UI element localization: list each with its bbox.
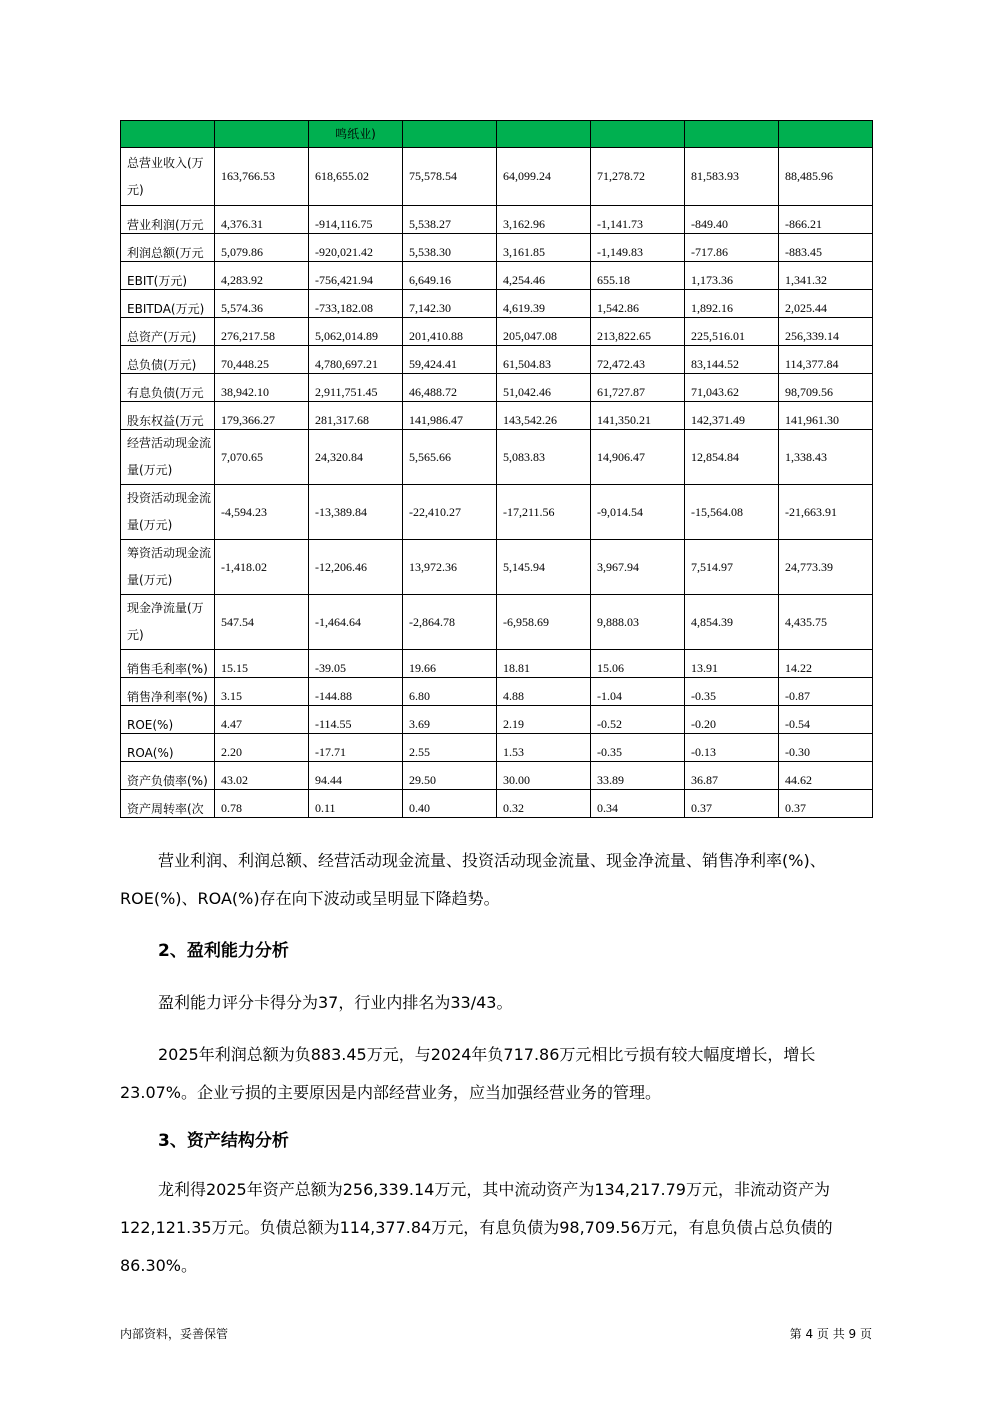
table-cell: -0.35 <box>591 734 685 762</box>
row-label: 资产负债率(%) <box>121 762 215 790</box>
header-cell <box>121 121 215 148</box>
footer-page-number: 第 4 页 共 9 页 <box>789 1327 872 1341</box>
table-cell: 0.37 <box>685 790 779 818</box>
table-cell: 13,972.36 <box>403 540 497 595</box>
table-cell: 51,042.46 <box>497 374 591 402</box>
summary-text: 营业利润、利润总额、经营活动现金流量、投资活动现金流量、现金净流量、销售净利率(%)、ROE(%)、ROA(%)存在向下波动或呈明显下降趋势。 <box>120 851 826 908</box>
summary-paragraph <box>120 842 874 918</box>
table-row <box>121 290 873 318</box>
footer-confidential-note: 内部资料，妥善保管 <box>120 1327 229 1341</box>
table-cell: -2,864.78 <box>403 595 497 650</box>
table-cell: 3.15 <box>215 678 309 706</box>
table-cell: 98,709.56 <box>779 374 873 402</box>
table-cell: 71,278.72 <box>591 148 685 206</box>
table-cell: 5,079.86 <box>215 234 309 262</box>
asset-detail-paragraph <box>120 1171 874 1285</box>
table-row <box>121 706 873 734</box>
table-cell: 2.20 <box>215 734 309 762</box>
table-cell: 141,986.47 <box>403 402 497 430</box>
profit-score-paragraph <box>120 984 874 1022</box>
table-cell: -6,958.69 <box>497 595 591 650</box>
table-cell: 0.34 <box>591 790 685 818</box>
table-cell: 4,376.31 <box>215 206 309 234</box>
row-label: 筹资活动现金流量(万元) <box>121 540 215 595</box>
table-cell: 5,538.27 <box>403 206 497 234</box>
profit-detail-text: 2025年利润总额为负883.45万元，与2024年负717.86万元相比亏损有较大幅度增长，增长23.07%。企业亏损的主要原因是内部经营业务，应当加强经营业务的管理。 <box>120 1045 816 1102</box>
table-cell: -114.55 <box>309 706 403 734</box>
table-row <box>121 262 873 290</box>
table-row <box>121 346 873 374</box>
table-cell: -4,594.23 <box>215 485 309 540</box>
table-cell: 44.62 <box>779 762 873 790</box>
table-cell: 7,142.30 <box>403 290 497 318</box>
table-cell: 143,542.26 <box>497 402 591 430</box>
asset-detail-text: 龙利得2025年资产总额为256,339.14万元，其中流动资产为134,217.79万元，非流动资产为122,121.35万元。负债总额为114,377.84万元，有息负债为98,709.56万元，有息负债占总负债的86.30%。 <box>120 1180 833 1275</box>
table-cell: 0.40 <box>403 790 497 818</box>
table-cell: 4,619.39 <box>497 290 591 318</box>
row-label: 有息负债(万元 <box>121 374 215 402</box>
table-cell: -0.54 <box>779 706 873 734</box>
table-cell: -0.87 <box>779 678 873 706</box>
row-label: 销售净利率(%) <box>121 678 215 706</box>
table-cell: 81,583.93 <box>685 148 779 206</box>
table-cell: 213,822.65 <box>591 318 685 346</box>
table-cell: 0.11 <box>309 790 403 818</box>
table-cell: -0.52 <box>591 706 685 734</box>
table-row <box>121 734 873 762</box>
table-cell: 163,766.53 <box>215 148 309 206</box>
header-cell <box>215 121 309 148</box>
table-cell: 6,649.16 <box>403 262 497 290</box>
table-row <box>121 148 873 206</box>
table-cell: 5,083.83 <box>497 430 591 485</box>
table-cell: 5,574.36 <box>215 290 309 318</box>
table-cell: 75,578.54 <box>403 148 497 206</box>
table-cell: 15.15 <box>215 650 309 678</box>
table-cell: 3,967.94 <box>591 540 685 595</box>
table-row <box>121 540 873 595</box>
table-cell: 1,892.16 <box>685 290 779 318</box>
table-cell: 9,888.03 <box>591 595 685 650</box>
table-cell: -866.21 <box>779 206 873 234</box>
table-cell: -0.35 <box>685 678 779 706</box>
table-cell: 1,341.32 <box>779 262 873 290</box>
table-cell: -13,389.84 <box>309 485 403 540</box>
table-cell: -21,663.91 <box>779 485 873 540</box>
table-cell: 38,942.10 <box>215 374 309 402</box>
table-cell: -914,116.75 <box>309 206 403 234</box>
table-cell: 33.89 <box>591 762 685 790</box>
table-cell: 4,435.75 <box>779 595 873 650</box>
header-cell <box>403 121 497 148</box>
table-cell: 201,410.88 <box>403 318 497 346</box>
table-cell: 19.66 <box>403 650 497 678</box>
table-cell: -849.40 <box>685 206 779 234</box>
table-cell: 4,254.46 <box>497 262 591 290</box>
table-cell: -0.13 <box>685 734 779 762</box>
table-cell: 1,338.43 <box>779 430 873 485</box>
table-cell: -920,021.42 <box>309 234 403 262</box>
table-cell: -1,418.02 <box>215 540 309 595</box>
table-cell: 18.81 <box>497 650 591 678</box>
table-cell: -1.04 <box>591 678 685 706</box>
table-cell: -733,182.08 <box>309 290 403 318</box>
row-label: 投资活动现金流量(万元) <box>121 485 215 540</box>
table-cell: -1,464.64 <box>309 595 403 650</box>
row-label: EBIT(万元) <box>121 262 215 290</box>
table-cell: 179,366.27 <box>215 402 309 430</box>
table-cell: 618,655.02 <box>309 148 403 206</box>
header-cell <box>497 121 591 148</box>
table-cell: -756,421.94 <box>309 262 403 290</box>
table-row <box>121 318 873 346</box>
table-cell: 46,488.72 <box>403 374 497 402</box>
table-cell: 24,773.39 <box>779 540 873 595</box>
table-cell: 547.54 <box>215 595 309 650</box>
table-cell: 12,854.84 <box>685 430 779 485</box>
header-cell: 鸣纸业) <box>309 121 403 148</box>
table-cell: 70,448.25 <box>215 346 309 374</box>
table-cell: 256,339.14 <box>779 318 873 346</box>
table-cell: -22,410.27 <box>403 485 497 540</box>
table-cell: 2.55 <box>403 734 497 762</box>
table-cell: 7,070.65 <box>215 430 309 485</box>
table-cell: 1.53 <box>497 734 591 762</box>
table-cell: 3.69 <box>403 706 497 734</box>
table-cell: 1,542.86 <box>591 290 685 318</box>
table-cell: 5,062,014.89 <box>309 318 403 346</box>
row-label: 营业利润(万元 <box>121 206 215 234</box>
table-cell: 24,320.84 <box>309 430 403 485</box>
row-label: 现金净流量(万元) <box>121 595 215 650</box>
table-cell: 61,504.83 <box>497 346 591 374</box>
row-label: 利润总额(万元 <box>121 234 215 262</box>
table-cell: 6.80 <box>403 678 497 706</box>
table-cell: 2,025.44 <box>779 290 873 318</box>
financial-table <box>120 120 873 818</box>
table-cell: 43.02 <box>215 762 309 790</box>
table-cell: -12,206.46 <box>309 540 403 595</box>
table-cell: -17,211.56 <box>497 485 591 540</box>
table-row <box>121 206 873 234</box>
table-cell: -17.71 <box>309 734 403 762</box>
table-cell: 142,371.49 <box>685 402 779 430</box>
table-cell: 29.50 <box>403 762 497 790</box>
table-cell: -0.30 <box>779 734 873 762</box>
row-label: EBITDA(万元) <box>121 290 215 318</box>
row-label: 总资产(万元) <box>121 318 215 346</box>
table-cell: 72,472.43 <box>591 346 685 374</box>
table-cell: 4.47 <box>215 706 309 734</box>
table-row <box>121 485 873 540</box>
table-cell: 83,144.52 <box>685 346 779 374</box>
table-cell: 71,043.62 <box>685 374 779 402</box>
table-row <box>121 402 873 430</box>
table-row <box>121 650 873 678</box>
table-cell: 4.88 <box>497 678 591 706</box>
table-cell: 114,377.84 <box>779 346 873 374</box>
table-row <box>121 678 873 706</box>
table-cell: 88,485.96 <box>779 148 873 206</box>
row-label: 总负债(万元) <box>121 346 215 374</box>
table-cell: 3,162.96 <box>497 206 591 234</box>
row-label: 股东权益(万元 <box>121 402 215 430</box>
table-cell: 1,173.36 <box>685 262 779 290</box>
table-cell: 2,911,751.45 <box>309 374 403 402</box>
table-cell: 15.06 <box>591 650 685 678</box>
table-cell: 281,317.68 <box>309 402 403 430</box>
table-cell: 5,538.30 <box>403 234 497 262</box>
table-cell: 94.44 <box>309 762 403 790</box>
table-cell: 4,283.92 <box>215 262 309 290</box>
table-cell: -0.20 <box>685 706 779 734</box>
section-heading-asset-structure: 3、资产结构分析 <box>158 1131 289 1151</box>
header-cell <box>591 121 685 148</box>
profit-detail-paragraph <box>120 1036 874 1112</box>
table-cell: 0.37 <box>779 790 873 818</box>
table-cell: 225,516.01 <box>685 318 779 346</box>
table-cell: 0.32 <box>497 790 591 818</box>
header-cell <box>685 121 779 148</box>
table-cell: -883.45 <box>779 234 873 262</box>
table-cell: -9,014.54 <box>591 485 685 540</box>
table-row <box>121 595 873 650</box>
table-row <box>121 234 873 262</box>
section-heading-profitability: 2、盈利能力分析 <box>158 941 289 961</box>
table-cell: -1,141.73 <box>591 206 685 234</box>
table-cell: 14,906.47 <box>591 430 685 485</box>
table-cell: 3,161.85 <box>497 234 591 262</box>
row-label: 总营业收入(万元) <box>121 148 215 206</box>
table-cell: 5,565.66 <box>403 430 497 485</box>
table-row <box>121 762 873 790</box>
table-row <box>121 430 873 485</box>
table-header-row <box>121 121 873 148</box>
table-cell: 36.87 <box>685 762 779 790</box>
row-label: ROE(%) <box>121 706 215 734</box>
row-label: ROA(%) <box>121 734 215 762</box>
table-cell: 61,727.87 <box>591 374 685 402</box>
table-cell: 7,514.97 <box>685 540 779 595</box>
table-cell: -1,149.83 <box>591 234 685 262</box>
table-cell: 4,780,697.21 <box>309 346 403 374</box>
table-cell: 655.18 <box>591 262 685 290</box>
table-row <box>121 790 873 818</box>
table-cell: 64,099.24 <box>497 148 591 206</box>
table-cell: -144.88 <box>309 678 403 706</box>
table-cell: 59,424.41 <box>403 346 497 374</box>
profit-score-text: 盈利能力评分卡得分为37，行业内排名为33/43。 <box>158 993 513 1012</box>
table-cell: 141,350.21 <box>591 402 685 430</box>
table-cell: 5,145.94 <box>497 540 591 595</box>
table-cell: 4,854.39 <box>685 595 779 650</box>
table-cell: 0.78 <box>215 790 309 818</box>
header-cell <box>779 121 873 148</box>
table-cell: 13.91 <box>685 650 779 678</box>
table-cell: -15,564.08 <box>685 485 779 540</box>
row-label: 销售毛利率(%) <box>121 650 215 678</box>
table-cell: 2.19 <box>497 706 591 734</box>
table-cell: 141,961.30 <box>779 402 873 430</box>
table-cell: 276,217.58 <box>215 318 309 346</box>
table-cell: 14.22 <box>779 650 873 678</box>
table-cell: -717.86 <box>685 234 779 262</box>
table-cell: 30.00 <box>497 762 591 790</box>
table-cell: -39.05 <box>309 650 403 678</box>
table-cell: 205,047.08 <box>497 318 591 346</box>
table-row <box>121 374 873 402</box>
row-label: 经营活动现金流量(万元) <box>121 430 215 485</box>
row-label: 资产周转率(次 <box>121 790 215 818</box>
